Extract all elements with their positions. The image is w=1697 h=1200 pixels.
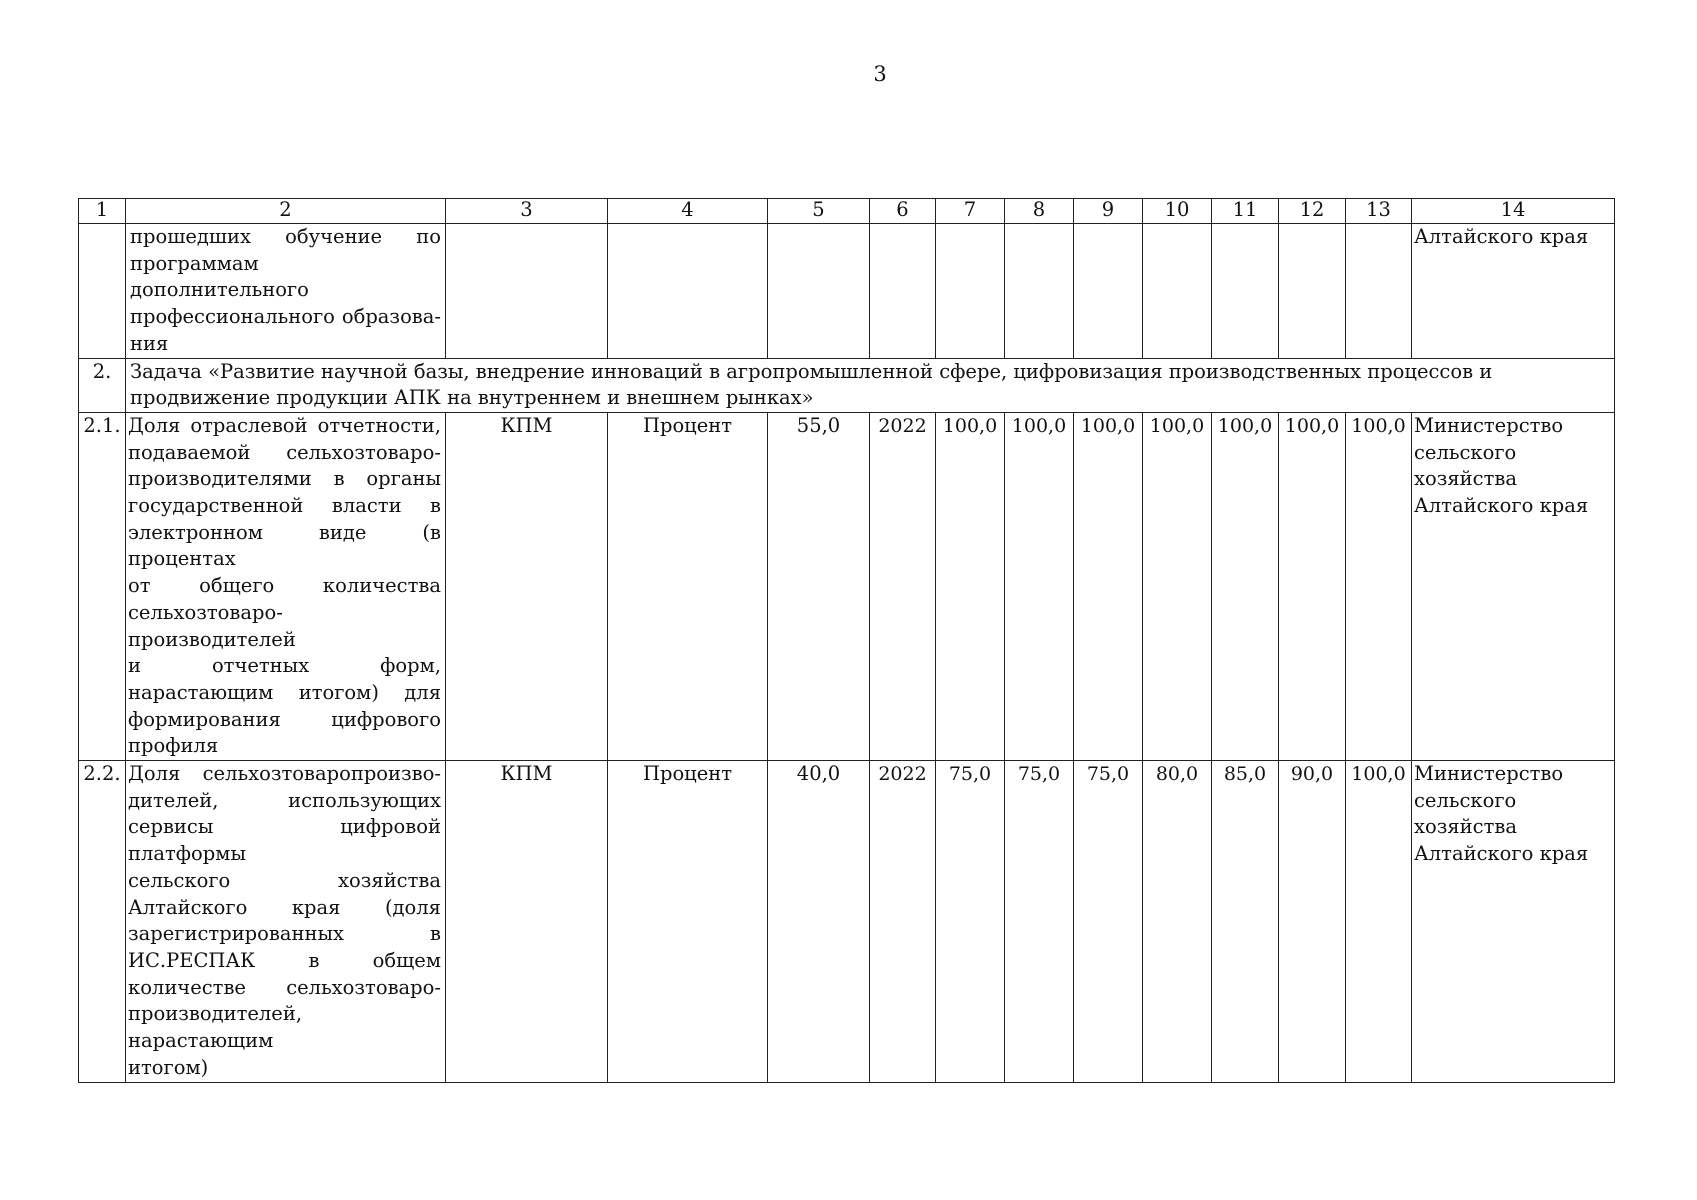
column-number: 8 [1005, 199, 1074, 224]
value-cell: 100,0 [1346, 761, 1412, 1082]
value-cell: 100,0 [1005, 412, 1074, 760]
column-number: 7 [936, 199, 1005, 224]
page-number: 3 [873, 62, 887, 86]
value-cell: 100,0 [1346, 412, 1412, 760]
continued-row [79, 224, 1615, 359]
indicator-name: Доля сельхозтоваропроизво- дителей, использующих сервисы цифровой платформы сельского хозяйства Алтайского края (доля зарегистрированных в ИС.РЕСПАК в общем количестве сельхозтоваро- производителей, нарастающим итогом) [126, 761, 446, 1082]
value-cell: 80,0 [1143, 761, 1212, 1082]
column-number: 10 [1143, 199, 1212, 224]
row-number: 2.1. [79, 412, 126, 760]
base-value: 55,0 [768, 412, 870, 760]
unit: Процент [608, 412, 768, 760]
column-number: 13 [1346, 199, 1412, 224]
continued-indicator-name: прошедших обучение по программам дополнительного профессионального образова- ния [126, 224, 446, 359]
value-cell: 85,0 [1212, 761, 1279, 1082]
continued-responsible: Алтайского края [1412, 224, 1615, 359]
column-number: 5 [768, 199, 870, 224]
value-cell: 100,0 [1143, 412, 1212, 760]
base-year: 2022 [870, 761, 936, 1082]
value-cell: 90,0 [1279, 761, 1346, 1082]
column-number: 3 [446, 199, 608, 224]
value-cell: 75,0 [1074, 761, 1143, 1082]
indicator-type: КПМ [446, 761, 608, 1082]
task-text: Задача «Развитие научной базы, внедрение инноваций в агропромышленной сфере, цифровизация производственных процессов и продвижение продукции АПК на внутреннем и внешнем рынках» [126, 358, 1615, 412]
indicator-row-2-2 [79, 761, 1615, 1082]
column-number: 4 [608, 199, 768, 224]
task-number: 2. [79, 358, 126, 412]
indicators-table [78, 198, 1615, 1083]
column-number-row [79, 199, 1615, 224]
column-number: 12 [1279, 199, 1346, 224]
indicator-name: Доля отраслевой отчетности, подаваемой сельхозтоваро- производителями в органы государственной власти в электронном виде (в процентах от общего количества сельхозтоваро-производителей и отчетных форм, нарастающим итогом) для формирования цифрового профиля [126, 412, 446, 760]
indicator-row-2-1 [79, 412, 1615, 760]
base-value: 40,0 [768, 761, 870, 1082]
value-cell: 75,0 [936, 761, 1005, 1082]
column-number: 14 [1412, 199, 1615, 224]
task-row [79, 358, 1615, 412]
value-cell: 100,0 [936, 412, 1005, 760]
column-number: 9 [1074, 199, 1143, 224]
value-cell: 75,0 [1005, 761, 1074, 1082]
responsible: Министерство сельского хозяйства Алтайского края [1412, 761, 1615, 1082]
column-number: 11 [1212, 199, 1279, 224]
column-number: 6 [870, 199, 936, 224]
unit: Процент [608, 761, 768, 1082]
column-number: 2 [126, 199, 446, 224]
column-number: 1 [79, 199, 126, 224]
base-year: 2022 [870, 412, 936, 760]
indicator-type: КПМ [446, 412, 608, 760]
value-cell: 100,0 [1074, 412, 1143, 760]
value-cell: 100,0 [1212, 412, 1279, 760]
row-number: 2.2. [79, 761, 126, 1082]
value-cell: 100,0 [1279, 412, 1346, 760]
responsible: Министерство сельского хозяйства Алтайского края [1412, 412, 1615, 760]
